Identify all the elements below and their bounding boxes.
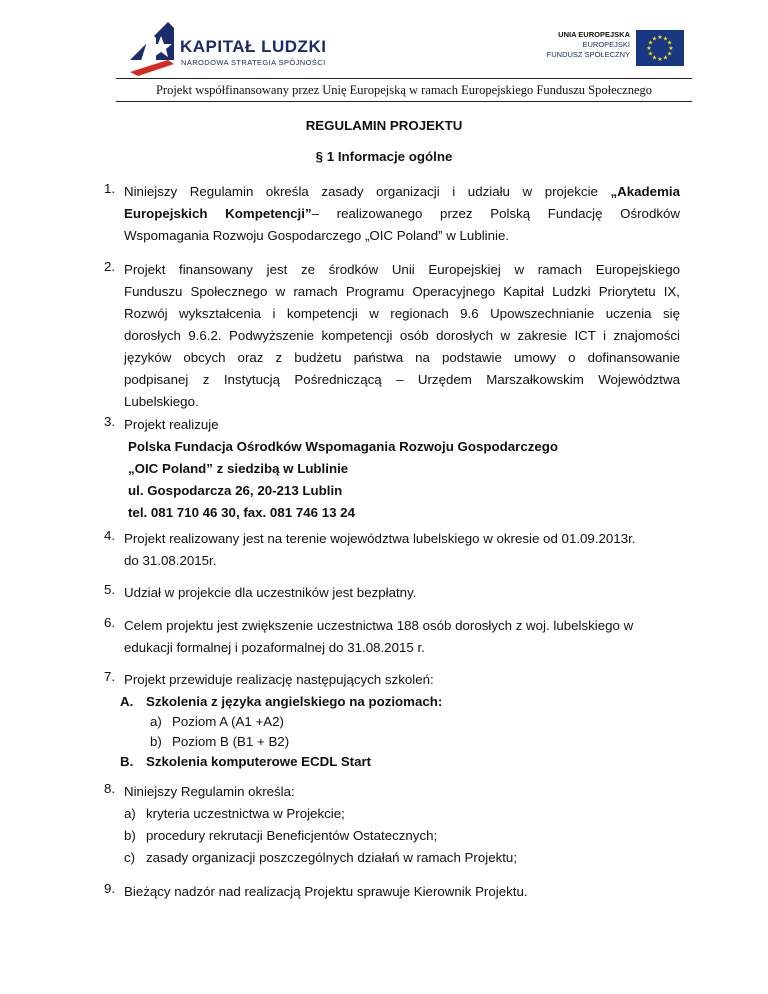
text-line: Rozwój wykształcenia i kompetencji w regionach 9.6 Upowszechnianie uczenia się xyxy=(124,306,680,321)
text-line: Niniejszy Regulamin określa: xyxy=(124,784,295,799)
cofinancing-note: Projekt współfinansowany przez Unię Europejską w ramach Europejskiego Funduszu Społecznego xyxy=(155,83,653,97)
sub-marker: b) xyxy=(124,828,136,843)
text-line: Wspomagania Rozwoju Gospodarczego „OIC Poland” w Lublinie. xyxy=(124,228,510,243)
eu-star-icon: ★ xyxy=(662,55,669,62)
eu-star-icon: ★ xyxy=(646,46,652,52)
sub-item: Poziom B (B1 + B2) xyxy=(172,734,290,749)
eu-flag-icon xyxy=(636,30,684,66)
text-line: podpisanej z Instytucją Pośredniczącą – Urzędem Marszałkowskim Województwa xyxy=(124,372,680,387)
item-number: 7. xyxy=(104,669,116,684)
eu-line-2: EUROPEJSKI xyxy=(582,40,630,49)
list-item-4 xyxy=(124,528,680,572)
text-line: Projekt realizowany jest na terenie województwa lubelskiego w okresie od 01.09.2013r. xyxy=(124,531,636,546)
list-item-5 xyxy=(124,582,680,604)
kapital-ludzki-emblem-icon xyxy=(128,20,176,78)
eu-star-icon: ★ xyxy=(651,55,658,62)
sub-item: Szkolenia komputerowe ECDL Start xyxy=(146,754,372,769)
text-line: Bieżący nadzór nad realizacją Projektu sprawuje Kierownik Projektu. xyxy=(124,884,528,899)
item-number: 2. xyxy=(104,259,116,274)
text-line: Projekt finansowany jest ze środków Unii Europejskiej w ramach Europejskiego xyxy=(124,262,680,277)
text-line: Niniejszy Regulamin określa zasady organizacji i udziału w projekcie „Akademia xyxy=(124,184,680,199)
organizer-phone: tel. 081 710 46 30, fax. 081 746 13 24 xyxy=(128,505,355,520)
sub-item: zasady organizacji poszczególnych działań w ramach Projektu; xyxy=(146,850,518,865)
list-item-6 xyxy=(124,615,680,659)
item-number: 5. xyxy=(104,582,116,597)
sub-item: procedury rekrutacji Beneficjentów Ostatecznych; xyxy=(146,828,438,843)
logo-subtitle: NARODOWA STRATEGIA SPÓJNOŚCI xyxy=(181,58,326,67)
text-line: języków obcych oraz z budżetu państwa na podstawie umowy o dofinansowanie xyxy=(124,350,680,365)
list-item-3 xyxy=(124,414,680,524)
eu-star-icon: ★ xyxy=(668,46,674,52)
list-item-2 xyxy=(124,259,680,413)
item-number: 8. xyxy=(104,781,116,796)
sub-marker: B. xyxy=(120,754,134,769)
eu-star-icon: ★ xyxy=(657,35,663,41)
sub-marker: b) xyxy=(150,734,162,749)
logo-title: KAPITAŁ LUDZKI xyxy=(180,37,327,56)
eu-line-1: UNIA EUROPEJSKA xyxy=(558,30,630,39)
eu-star-icon: ★ xyxy=(666,40,673,47)
item-number: 9. xyxy=(104,881,116,896)
text-line: Projekt realizuje xyxy=(124,417,219,432)
kapital-ludzki-logo xyxy=(128,20,328,78)
page-header xyxy=(0,0,768,104)
sub-marker: a) xyxy=(124,806,136,821)
text-line: do 31.08.2015r. xyxy=(124,553,217,568)
sub-marker: a) xyxy=(150,714,162,729)
eu-star-icon: ★ xyxy=(647,51,654,58)
item-number: 6. xyxy=(104,615,116,630)
sub-marker: A. xyxy=(120,694,134,709)
eu-star-icon: ★ xyxy=(662,36,669,43)
list-item-8 xyxy=(124,781,680,803)
text-line: Funduszu Społecznego w ramach Programu Operacyjnego Kapitał Ludzki Priorytetu IX, xyxy=(124,284,680,299)
item-number: 4. xyxy=(104,528,116,543)
list-item-1 xyxy=(124,181,680,247)
header-rule-bottom xyxy=(116,101,692,102)
list-item-7 xyxy=(124,669,680,691)
sub-item: kryteria uczestnictwa w Projekcie; xyxy=(146,806,345,821)
text-line: Udział w projekcie dla uczestników jest bezpłatny. xyxy=(124,585,417,600)
eu-line-3: FUNDUSZ SPOŁECZNY xyxy=(546,50,630,59)
eu-star-icon: ★ xyxy=(651,36,658,43)
text-line: Celem projektu jest zwiększenie uczestnictwa 188 osób dorosłych z woj. lubelskiego w xyxy=(124,618,634,633)
list-item-9 xyxy=(124,881,680,903)
eu-star-icon: ★ xyxy=(657,57,663,63)
document-title: REGULAMIN PROJEKTU xyxy=(305,118,463,133)
header-rule-top xyxy=(116,78,692,79)
section-heading: § 1 Informacje ogólne xyxy=(315,149,453,164)
text-line: Lubelskiego. xyxy=(124,394,199,409)
text-line: edukacji formalnej i pozaformalnej do 31.08.2015 r. xyxy=(124,640,425,655)
eu-star-icon: ★ xyxy=(666,51,673,58)
organizer-seat: „OIC Poland” z siedzibą w Lublinie xyxy=(128,461,349,476)
eu-label xyxy=(530,30,630,60)
text-line: dorosłych 9.6.2. Podwyższenie kompetencji osób dorosłych w zakresie ICT i znajomości xyxy=(124,328,680,343)
text-line: Projekt przewiduje realizację następujących szkoleń: xyxy=(124,672,434,687)
sub-item: Poziom A (A1 +A2) xyxy=(172,714,284,729)
organizer-address: ul. Gospodarcza 26, 20-213 Lublin xyxy=(128,483,343,498)
sub-marker: c) xyxy=(124,850,136,865)
text-line: Europejskich Kompetencji”– realizowanego przez Polską Fundację Ośrodków xyxy=(124,206,680,221)
organizer-name: Polska Fundacja Ośrodków Wspomagania Rozwoju Gospodarczego xyxy=(128,439,558,454)
sub-item: Szkolenia z języka angielskiego na poziomach: xyxy=(146,694,443,709)
item-number: 3. xyxy=(104,414,116,429)
item-number: 1. xyxy=(104,181,116,196)
eu-star-icon: ★ xyxy=(647,40,654,47)
